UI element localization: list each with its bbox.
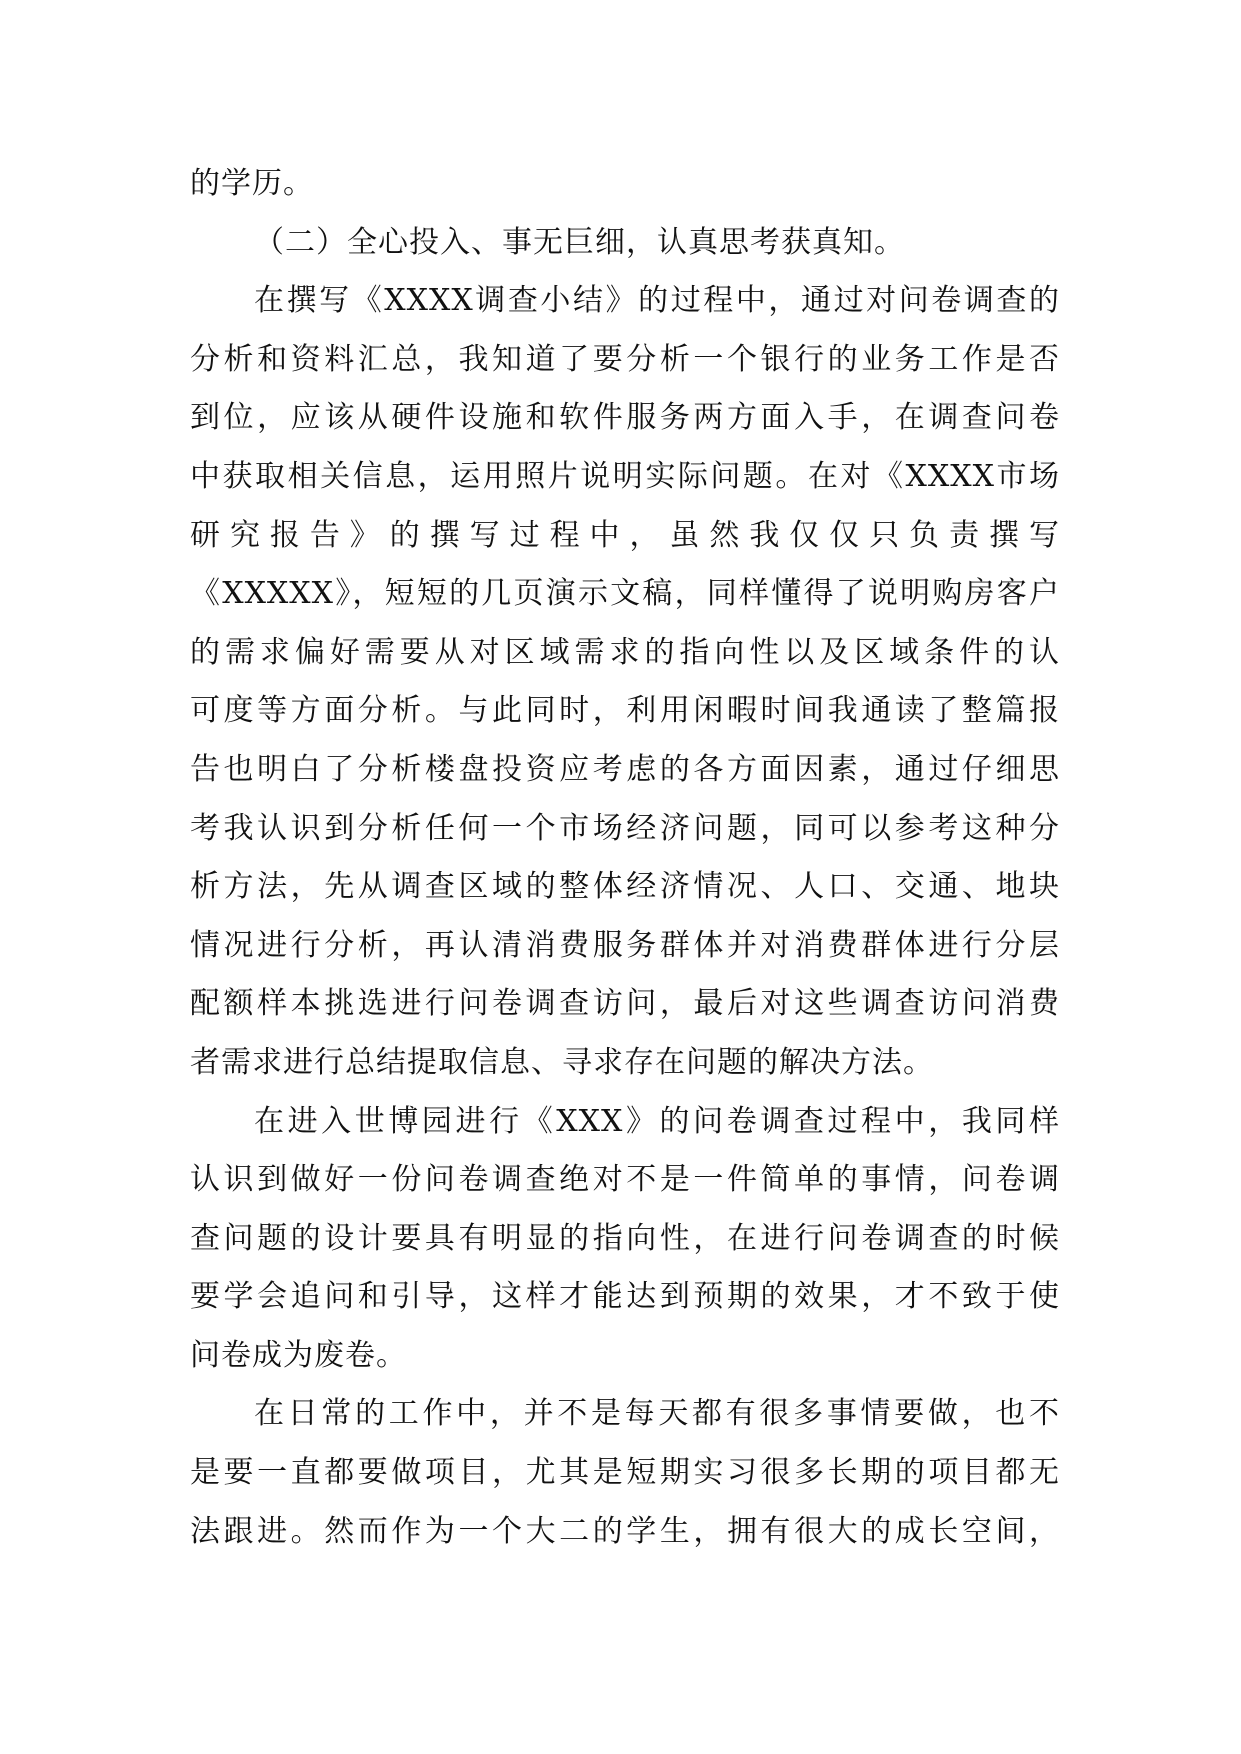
- text-line: 要学会追问和引导，这样才能达到预期的效果，才不致于使: [190, 1279, 1060, 1315]
- text-line: 配额样本挑选进行问卷调查访问，最后对这些调查访问消费: [190, 986, 1060, 1022]
- text-line: 到位，应该从硬件设施和软件服务两方面入手，在调查问卷: [190, 400, 1060, 436]
- text-line: 是要一直都要做项目，尤其是短期实习很多长期的项目都无: [190, 1455, 1060, 1491]
- text-line: 查问题的设计要具有明显的指向性，在进行问卷调查的时候: [190, 1220, 1060, 1256]
- text-line: 中获取相关信息，运用照片说明实际问题。在对《XXXX市场: [190, 458, 1060, 494]
- text-line: 告也明白了分析楼盘投资应考虑的各方面因素，通过仔细思: [190, 751, 1060, 787]
- text-line: 的学历。: [190, 166, 314, 201]
- text-line: 的需求偏好需要从对区域需求的指向性以及区域条件的认: [190, 634, 1060, 670]
- text-line: 可度等方面分析。与此同时，利用闲暇时间我通读了整篇报: [190, 693, 1060, 729]
- text-line: 考我认识到分析任何一个市场经济问题，同可以参考这种分: [190, 810, 1060, 846]
- text-line: 问卷成为废卷。: [190, 1337, 407, 1373]
- text-line: 研究报告》的撰写过程中，虽然我仅仅只负责撰写: [190, 517, 1060, 553]
- body-text: [190, 155, 1060, 1561]
- text-line: 析方法，先从调查区域的整体经济情况、人口、交通、地块: [190, 869, 1060, 905]
- text-line: 者需求进行总结提取信息、寻求存在问题的解决方法。: [190, 1044, 934, 1080]
- text-line: 法跟进。然而作为一个大二的学生，拥有很大的成长空间，: [190, 1513, 1060, 1549]
- text-line: 在撰写《XXXX调查小结》的过程中，通过对问卷调查的: [254, 283, 1060, 319]
- text-line: 在日常的工作中，并不是每天都有很多事情要做，也不: [254, 1396, 1060, 1432]
- text-line: 分析和资料汇总，我知道了要分析一个银行的业务工作是否: [190, 341, 1060, 377]
- text-line: 在进入世博园进行《XXX》的问卷调查过程中，我同样: [254, 1103, 1060, 1139]
- text-line: 《XXXXX》，短短的几页演示文稿，同样懂得了说明购房客户: [190, 576, 1060, 612]
- text-line: 认识到做好一份问卷调查绝对不是一件简单的事情，问卷调: [190, 1162, 1060, 1198]
- text-line: 情况进行分析，再认清消费服务群体并对消费群体进行分层: [190, 927, 1060, 963]
- section-heading: （二）全心投入、事无巨细，认真思考获真知。: [254, 224, 905, 260]
